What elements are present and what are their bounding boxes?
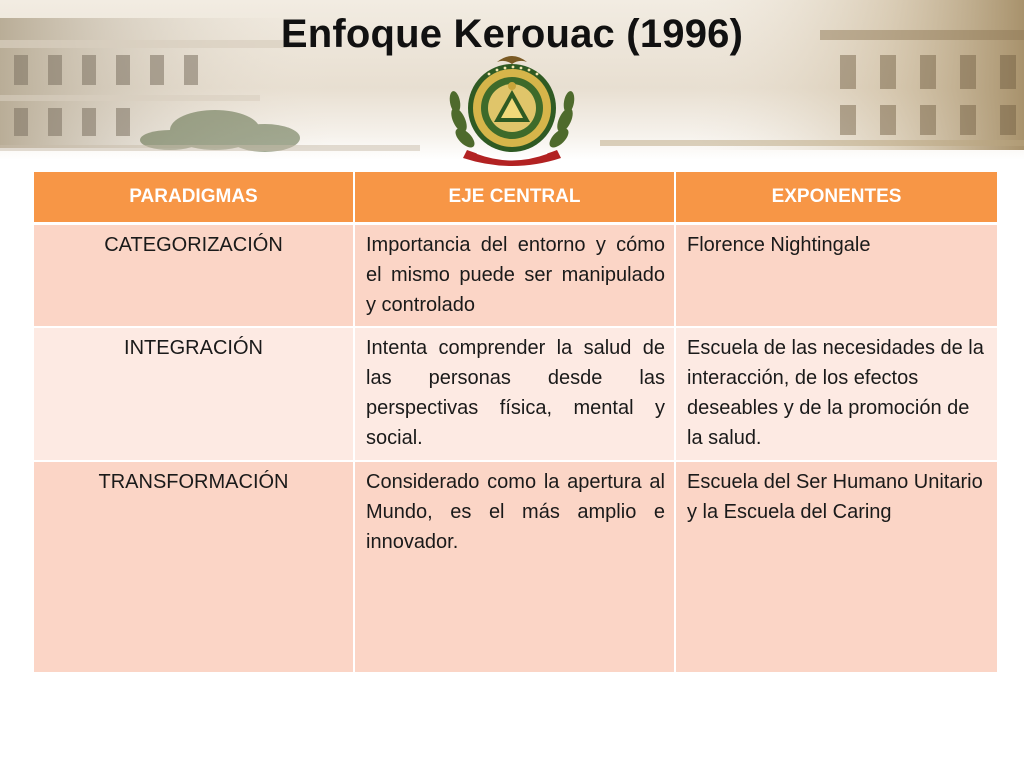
paradigm-cell: TRANSFORMACIÓN <box>34 461 354 673</box>
paradigm-table <box>34 172 997 674</box>
header-paradigmas: PARADIGMAS <box>34 172 354 224</box>
paradigm-cell: INTEGRACIÓN <box>34 327 354 461</box>
header-eje-central: EJE CENTRAL <box>354 172 675 224</box>
central-axis-cell: Intenta comprender la salud de las personas desde las perspectivas física, mental y social. <box>354 327 675 461</box>
header-exponentes: EXPONENTES <box>675 172 997 224</box>
slide-title: Enfoque Kerouac (1996) <box>280 12 744 56</box>
table-row <box>34 327 997 461</box>
university-crest-icon <box>437 50 587 170</box>
table-row <box>34 461 997 673</box>
central-axis-cell: Considerado como la apertura al Mundo, es el más amplio e innovador. <box>354 461 675 673</box>
table-row <box>34 224 997 328</box>
exponents-cell: Escuela de las necesidades de la interacción, de los efectos deseables y de la promoción de la salud. <box>675 327 997 461</box>
paradigm-cell: CATEGORIZACIÓN <box>34 224 354 328</box>
table-header-row <box>34 172 997 224</box>
exponents-cell: Florence Nightingale <box>675 224 997 328</box>
exponents-cell: Escuela del Ser Humano Unitario y la Escuela del Caring <box>675 461 997 673</box>
central-axis-cell: Importancia del entorno y cómo el mismo puede ser manipulado y controlado <box>354 224 675 328</box>
